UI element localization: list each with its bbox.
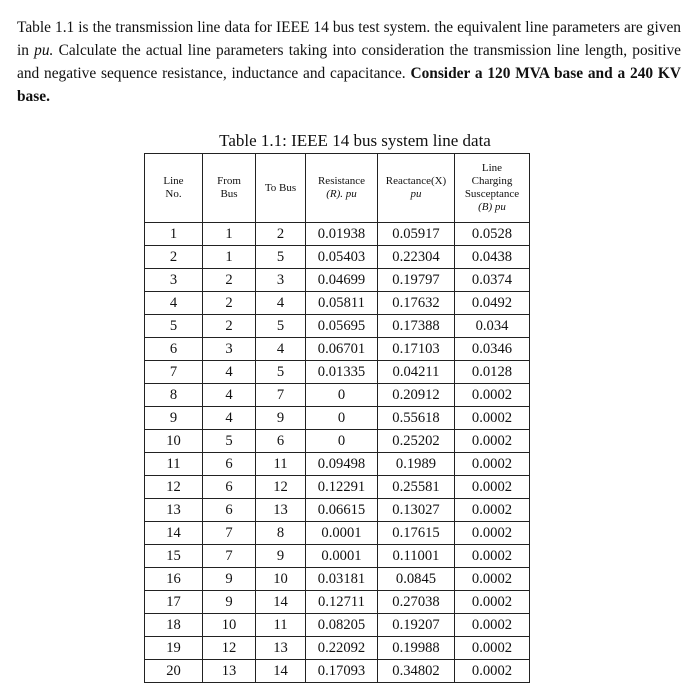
table-cell: 0.0528 (455, 223, 530, 246)
table-cell: 0.12711 (306, 591, 378, 614)
table-cell: 2 (203, 315, 256, 338)
table-cell: 0.0492 (455, 292, 530, 315)
table-row (145, 545, 530, 568)
table-cell: 11 (145, 453, 203, 476)
table-row (145, 361, 530, 384)
table-cell: 6 (203, 499, 256, 522)
table-row (145, 499, 530, 522)
table-cell: 0.0438 (455, 246, 530, 269)
table-row (145, 269, 530, 292)
table-row (145, 384, 530, 407)
table-cell: 0.0002 (455, 614, 530, 637)
table-cell: 5 (256, 315, 306, 338)
table-cell: 5 (203, 430, 256, 453)
table-row (145, 430, 530, 453)
table-cell: 0.05695 (306, 315, 378, 338)
table-cell: 4 (203, 361, 256, 384)
table-cell: 1 (203, 246, 256, 269)
table-cell: 0 (306, 430, 378, 453)
table-cell: 14 (145, 522, 203, 545)
table-cell: 0.0001 (306, 545, 378, 568)
table-cell: 0.05811 (306, 292, 378, 315)
table-cell: 0.0002 (455, 430, 530, 453)
table-cell: 1 (145, 223, 203, 246)
table-cell: 17 (145, 591, 203, 614)
table-cell: 9 (256, 545, 306, 568)
table-cell: 18 (145, 614, 203, 637)
table-cell: 15 (145, 545, 203, 568)
table-row (145, 292, 530, 315)
table-cell: 5 (256, 361, 306, 384)
problem-statement (17, 16, 681, 108)
header-susceptance: Line Charging Susceptance (B) pu (455, 154, 530, 223)
table-cell: 11 (256, 614, 306, 637)
table-header-row (145, 154, 530, 223)
table-cell: 14 (256, 660, 306, 683)
table-row (145, 338, 530, 361)
table-cell: 0.17632 (378, 292, 455, 315)
table-cell: 0.34802 (378, 660, 455, 683)
table-cell: 2 (256, 223, 306, 246)
table-cell: 0.0002 (455, 476, 530, 499)
table-cell: 13 (203, 660, 256, 683)
table-cell: 2 (203, 269, 256, 292)
table-cell: 0.05403 (306, 246, 378, 269)
table-cell: 4 (203, 407, 256, 430)
table-cell: 2 (145, 246, 203, 269)
table-cell: 4 (256, 338, 306, 361)
table-cell: 0.0002 (455, 407, 530, 430)
table-cell: 0.0128 (455, 361, 530, 384)
table-cell: 11 (256, 453, 306, 476)
table-cell: 0.0374 (455, 269, 530, 292)
table-cell: 0.11001 (378, 545, 455, 568)
table-cell: 6 (145, 338, 203, 361)
table-cell: 0.19207 (378, 614, 455, 637)
table-cell: 10 (256, 568, 306, 591)
table-row (145, 246, 530, 269)
table-cell: 4 (203, 384, 256, 407)
table-cell: 8 (145, 384, 203, 407)
table-cell: 13 (256, 637, 306, 660)
table-cell: 0.0002 (455, 637, 530, 660)
table-cell: 10 (145, 430, 203, 453)
table-cell: 0.0002 (455, 591, 530, 614)
table-cell: 7 (203, 545, 256, 568)
table-cell: 0.55618 (378, 407, 455, 430)
header-from-bus: From Bus (203, 154, 256, 223)
table-cell: 12 (256, 476, 306, 499)
table-cell: 0.0001 (306, 522, 378, 545)
table-row (145, 522, 530, 545)
table-caption: Table 1.1: IEEE 14 bus system line data (219, 131, 491, 150)
table-cell: 8 (256, 522, 306, 545)
table-cell: 0.0002 (455, 522, 530, 545)
table-cell: 0.06615 (306, 499, 378, 522)
table-cell: 0.0346 (455, 338, 530, 361)
table-cell: 0.17615 (378, 522, 455, 545)
table-row (145, 637, 530, 660)
table-cell: 9 (203, 591, 256, 614)
table-cell: 10 (203, 614, 256, 637)
header-line-no: Line No. (145, 154, 203, 223)
table-cell: 0.0002 (455, 453, 530, 476)
table-cell: 0.034 (455, 315, 530, 338)
table-row (145, 453, 530, 476)
line-data-table (144, 153, 530, 683)
table-cell: 0.19988 (378, 637, 455, 660)
intro-text: Table 1.1 is the transmission line data for IEEE 14 bus test system. the equivalent line parameters are given in (17, 19, 681, 59)
table-cell: 13 (145, 499, 203, 522)
table-row (145, 476, 530, 499)
table-cell: 0 (306, 407, 378, 430)
table-cell: 0.06701 (306, 338, 378, 361)
header-reactance: Reactance(X) pu (378, 154, 455, 223)
table-cell: 0.04211 (378, 361, 455, 384)
table-cell: 1 (203, 223, 256, 246)
table-cell: 0.0002 (455, 660, 530, 683)
table-cell: 0.0845 (378, 568, 455, 591)
table-cell: 3 (145, 269, 203, 292)
table-cell: 0 (306, 384, 378, 407)
table-cell: 9 (203, 568, 256, 591)
table-cell: 9 (256, 407, 306, 430)
table-cell: 20 (145, 660, 203, 683)
table-cell: 0.22092 (306, 637, 378, 660)
table-cell: 19 (145, 637, 203, 660)
table-cell: 0.01335 (306, 361, 378, 384)
header-to-bus: To Bus (256, 154, 306, 223)
table-cell: 5 (256, 246, 306, 269)
table-cell: 5 (145, 315, 203, 338)
table-cell: 6 (203, 476, 256, 499)
table-cell: 0.01938 (306, 223, 378, 246)
table-cell: 0.13027 (378, 499, 455, 522)
table-cell: 4 (256, 292, 306, 315)
table-cell: 7 (203, 522, 256, 545)
table-cell: 3 (256, 269, 306, 292)
table-cell: 0.08205 (306, 614, 378, 637)
table-cell: 7 (145, 361, 203, 384)
table-cell: 0.17093 (306, 660, 378, 683)
header-resistance: Resistance (R). pu (306, 154, 378, 223)
pu-unit: pu. (34, 42, 54, 59)
table-cell: 0.19797 (378, 269, 455, 292)
table-cell: 0.09498 (306, 453, 378, 476)
table-row (145, 660, 530, 683)
table-cell: 0.0002 (455, 384, 530, 407)
table-cell: 9 (145, 407, 203, 430)
table-cell: 14 (256, 591, 306, 614)
table-cell: 0.25202 (378, 430, 455, 453)
table-cell: 0.03181 (306, 568, 378, 591)
table-cell: 0.25581 (378, 476, 455, 499)
table-cell: 2 (203, 292, 256, 315)
table-cell: 0.17388 (378, 315, 455, 338)
table-row (145, 591, 530, 614)
table-cell: 16 (145, 568, 203, 591)
table-cell: 0.1989 (378, 453, 455, 476)
table-cell: 0.0002 (455, 545, 530, 568)
table-cell: 13 (256, 499, 306, 522)
table-cell: 0.12291 (306, 476, 378, 499)
table-cell: 0.05917 (378, 223, 455, 246)
table-cell: 0.17103 (378, 338, 455, 361)
table-cell: 0.27038 (378, 591, 455, 614)
table-row (145, 407, 530, 430)
table-cell: 4 (145, 292, 203, 315)
table-row (145, 315, 530, 338)
intro-text-2: Calculate the actual line parameters taking into consideration the transmission line length, positive and negative sequence resistance, inductance and capacitance. (17, 42, 681, 82)
table-cell: 0.0002 (455, 568, 530, 591)
table-row (145, 223, 530, 246)
table-cell: 6 (256, 430, 306, 453)
table-cell: 7 (256, 384, 306, 407)
table-row (145, 614, 530, 637)
table-cell: 0.22304 (378, 246, 455, 269)
table-cell: 6 (203, 453, 256, 476)
table-cell: 0.20912 (378, 384, 455, 407)
table-row (145, 568, 530, 591)
base-values: Consider a 120 MVA base and a 240 KV base. (17, 65, 681, 105)
table-cell: 12 (145, 476, 203, 499)
table-cell: 0.04699 (306, 269, 378, 292)
table-cell: 12 (203, 637, 256, 660)
table-cell: 0.0002 (455, 499, 530, 522)
table-cell: 3 (203, 338, 256, 361)
